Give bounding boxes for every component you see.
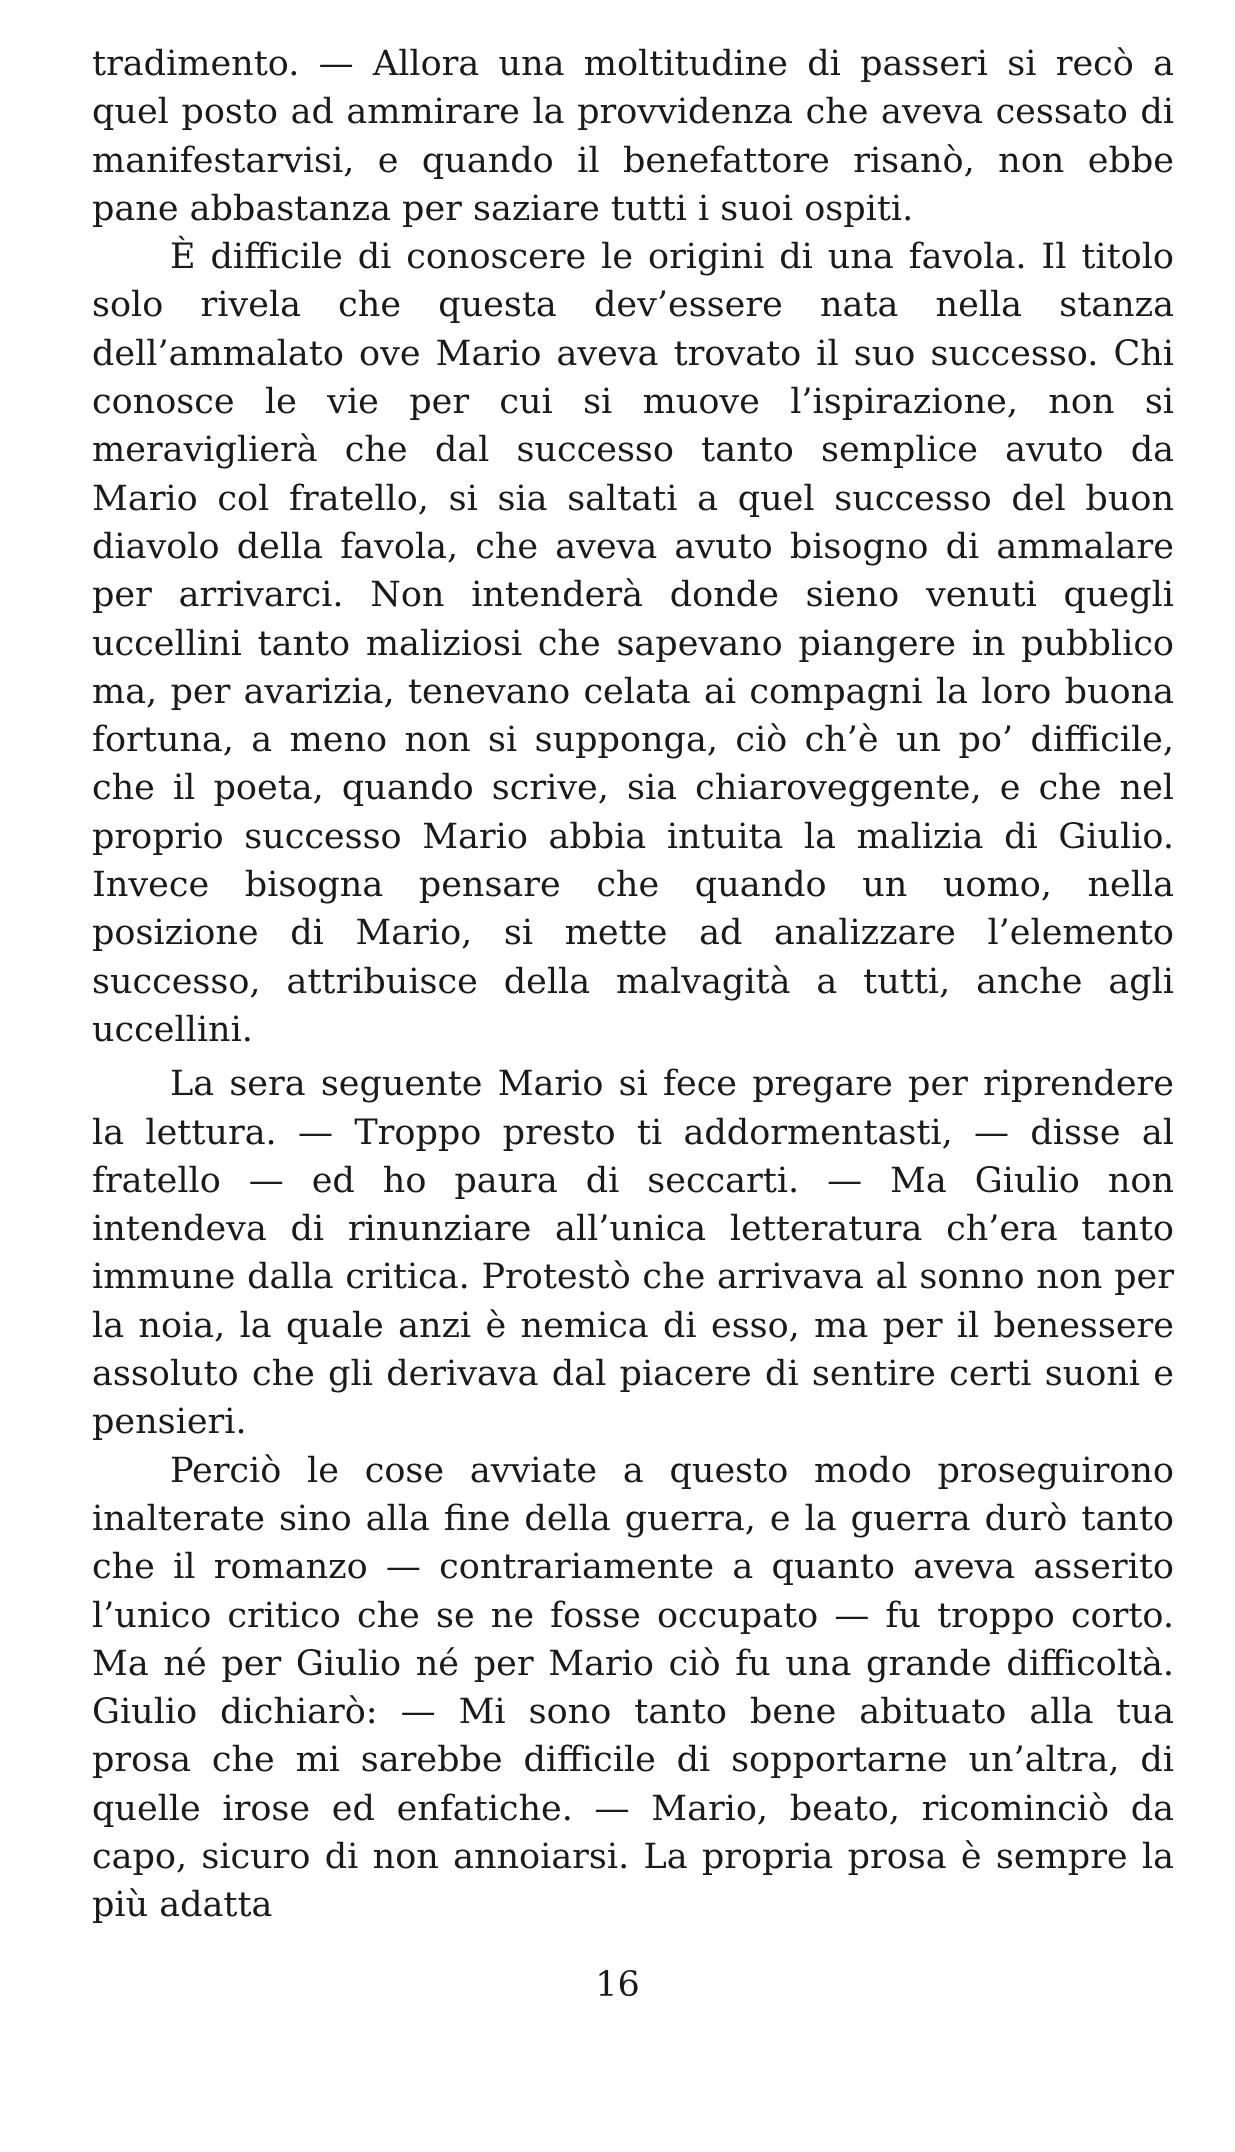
page-number: 16 xyxy=(595,1965,640,2005)
paragraph-4: Perciò le cose avviate a questo modo proseguirono inalterate sino alla fine della guerra, e la guerra durò tanto che il romanzo — contrariamente a quanto aveva asserito l’unico critico che se ne fosse occupato — fu troppo corto. Ma né per Giulio né per Mario ciò fu una grande difficoltà. Giulio dichiarò: — Mi sono tanto bene abituato alla tua prosa che mi sarebbe difficile di sopportarne un’altra, di quelle irose ed enfatiche. — Mario, beato, ricominciò da capo, sicuro di non annoiarsi. La propria prosa è sempre la più adatta xyxy=(92,1450,1174,1926)
page-body xyxy=(92,40,1174,1930)
paragraph-1: tradimento. — Allora una moltitudine di passeri si recò a quel posto ad ammirare la provvidenza che aveva cessato di manifestarvisi, e quando il benefattore risanò, non ebbe pane abbastanza per saziare tutti i suoi ospiti. xyxy=(92,44,1174,229)
paragraph-2: È difficile di conoscere le origini di una favola. Il titolo solo rivela che questa dev’essere nata nella stanza dell’ammalato ove Mario aveva trovato il suo successo. Chi conosce le vie per cui si muove l’ispirazione, non si meraviglierà che dal successo tanto semplice avuto da Mario col fratello, si sia saltati a quel successo del buon diavolo della favola, che aveva avuto bisogno di ammalare per arrivarci. Non intenderà donde sieno venuti quegli uccellini tanto maliziosi che sapevano piangere in pubblico ma, per avarizia, tenevano celata ai compagni la loro buona fortuna, a meno non si supponga, ciò ch’è un po’ difficile, che il poeta, quando scrive, sia chiaroveggente, e che nel proprio successo Mario abbia intuita la malizia di Giulio. Invece bisogna pensare che quando un uomo, nella posizione di Mario, si mette ad analizzare l’elemento successo, attribuisce della malvagità a tutti, anche agli uccellini. xyxy=(92,237,1174,1050)
paragraph-3: La sera seguente Mario si fece pregare per riprendere la lettura. — Troppo presto ti addormentasti, — disse al fratello — ed ho paura di seccarti. — Ma Giulio non intendeva di rinunziare all’unica letteratura ch’era tanto immune dalla critica. Protestò che arrivava al sonno non per la noia, la quale anzi è nemica di esso, ma per il benessere assoluto che gli derivava dal piacere di sentire certi suoni e pensieri. xyxy=(92,1064,1174,1443)
